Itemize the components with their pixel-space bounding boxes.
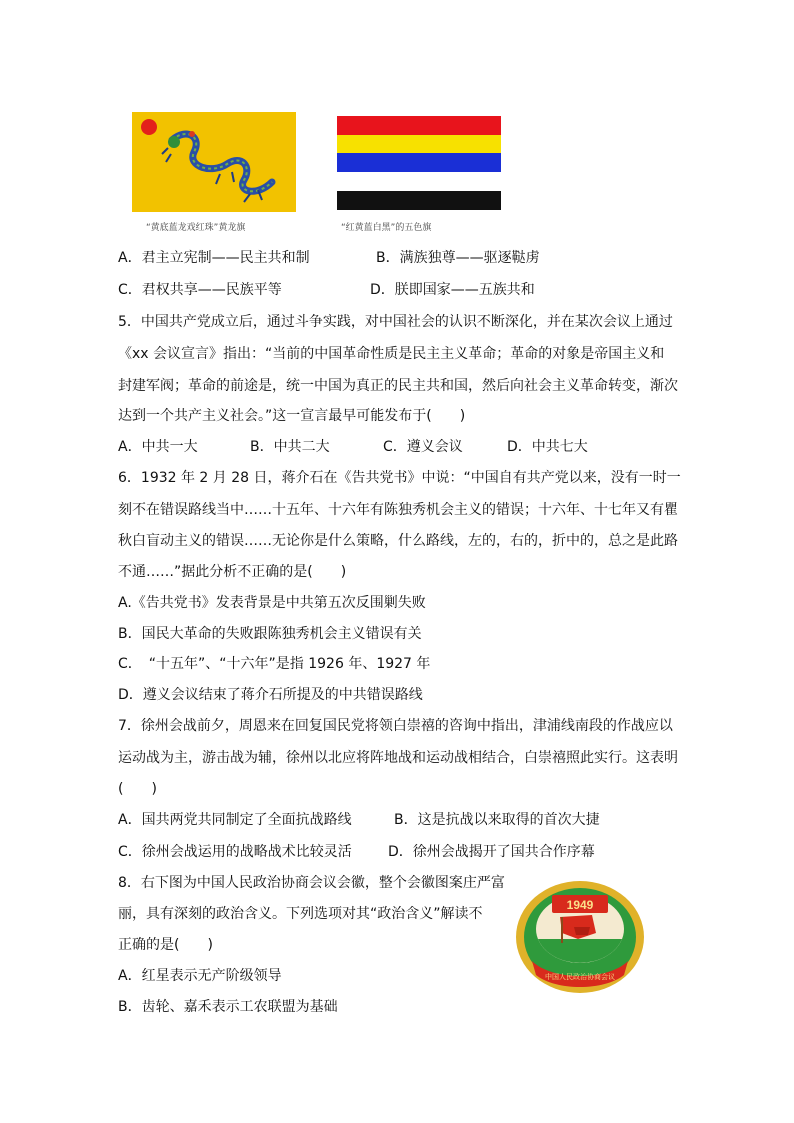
emblem-icon — [512, 877, 648, 995]
q8-stem-line-2: 丽，具有深刻的政治含义。下列选项对其“政治含义”解读不 — [118, 906, 483, 922]
q6-option-c: C． “十五年”、“十六年”是指 1926 年、1927 年 — [118, 656, 431, 672]
cppcc-emblem-image — [512, 877, 648, 995]
q7-option-d: D．徐州会战揭开了国共合作序幕 — [388, 844, 595, 860]
q7-stem-line-3: ( ) — [118, 781, 157, 797]
q7-option-a: A．国共两党共同制定了全面抗战路线 — [118, 812, 352, 828]
q7-stem-line-2: 运动战为主，游击战为辅，徐州以北应将阵地战和运动战相结合，白崇禧照此实行。这表明 — [118, 750, 678, 766]
flag-stripe-red — [337, 116, 501, 135]
q4-option-d: D．朕即国家——五族共和 — [370, 282, 535, 298]
q6-stem-line-2: 刻不在错误路线当中……十五年、十六年有陈独秀机会主义的错误；十六年、十七年又有瞿 — [118, 502, 678, 518]
five-color-flag-image — [337, 116, 501, 210]
q7-option-c: C．徐州会战运用的战略战术比较灵活 — [118, 844, 352, 860]
yellow-dragon-flag-image — [132, 112, 296, 212]
q6-stem-line-1: 6．1932 年 2 月 28 日，蒋介石在《告共党书》中说：“中国自有共产党以来，没有一时一 — [118, 470, 681, 486]
q5-option-d: D．中共七大 — [507, 439, 588, 455]
dragon-icon — [132, 112, 296, 212]
q4-option-c: C．君权共享——民族平等 — [118, 282, 282, 298]
flag-stripe-black — [337, 191, 501, 210]
q8-stem-line-1: 8．右下图为中国人民政治协商会议会徽，整个会徽图案庄严富 — [118, 875, 505, 891]
q5-option-a: A．中共一大 — [118, 439, 198, 455]
emblem-ribbon-text: 中国人民政治协商会议 — [545, 973, 615, 981]
flags-figure — [132, 112, 552, 234]
q8-stem-line-3: 正确的是( ) — [118, 937, 213, 953]
q4-option-a: A．君主立宪制——民主共和制 — [118, 250, 310, 266]
q6-option-a: A.《告共党书》发表背景是中共第五次反围剿失败 — [118, 595, 426, 611]
q6-option-b: B．国民大革命的失败跟陈独秀机会主义错误有关 — [118, 626, 422, 642]
flag-stripe-white — [337, 172, 501, 191]
q5-option-b: B．中共二大 — [250, 439, 330, 455]
q6-stem-line-3: 秋白盲动主义的错误……无论你是什么策略，什么路线，左的，右的，折中的，总之是此路 — [118, 533, 678, 549]
dragon-flag-caption: “黄底蓝龙戏红珠”黄龙旗 — [146, 223, 246, 233]
q5-stem-line-2: 《xx 会议宣言》指出：“当前的中国革命性质是民主主义革命；革命的对象是帝国主义和 — [118, 346, 665, 362]
q5-stem-line-1: 5．中国共产党成立后，通过斗争实践，对中国社会的认识不断深化，并在某次会议上通过 — [118, 314, 673, 330]
q6-option-d: D．遵义会议结束了蒋介石所提及的中共错误路线 — [118, 687, 423, 703]
q5-stem-line-4: 达到一个共产主义社会。”这一宣言最早可能发布于( ) — [118, 408, 466, 424]
q8-option-b: B．齿轮、嘉禾表示工农联盟为基础 — [118, 999, 338, 1015]
five-color-flag-caption: “红黄蓝白黑”的五色旗 — [341, 223, 432, 233]
emblem-year-text: 1949 — [566, 898, 594, 912]
flag-stripe-yellow — [337, 135, 501, 153]
q7-option-b: B．这是抗战以来取得的首次大捷 — [394, 812, 600, 828]
q6-stem-line-4: 不通……”据此分析不正确的是( ) — [118, 564, 347, 580]
q8-option-a: A．红星表示无产阶级领导 — [118, 968, 282, 984]
q4-option-b: B．满族独尊——驱逐鞑虏 — [376, 250, 540, 266]
q5-stem-line-3: 封建军阀；革命的前途是，统一中国为真正的民主共和国，然后向社会主义革命转变，渐次 — [118, 378, 678, 394]
flag-stripe-blue — [337, 153, 501, 172]
q7-stem-line-1: 7．徐州会战前夕，周恩来在回复国民党将领白崇禧的咨询中指出，津浦线南段的作战应以 — [118, 718, 673, 734]
q5-option-c: C．遵义会议 — [383, 439, 463, 455]
